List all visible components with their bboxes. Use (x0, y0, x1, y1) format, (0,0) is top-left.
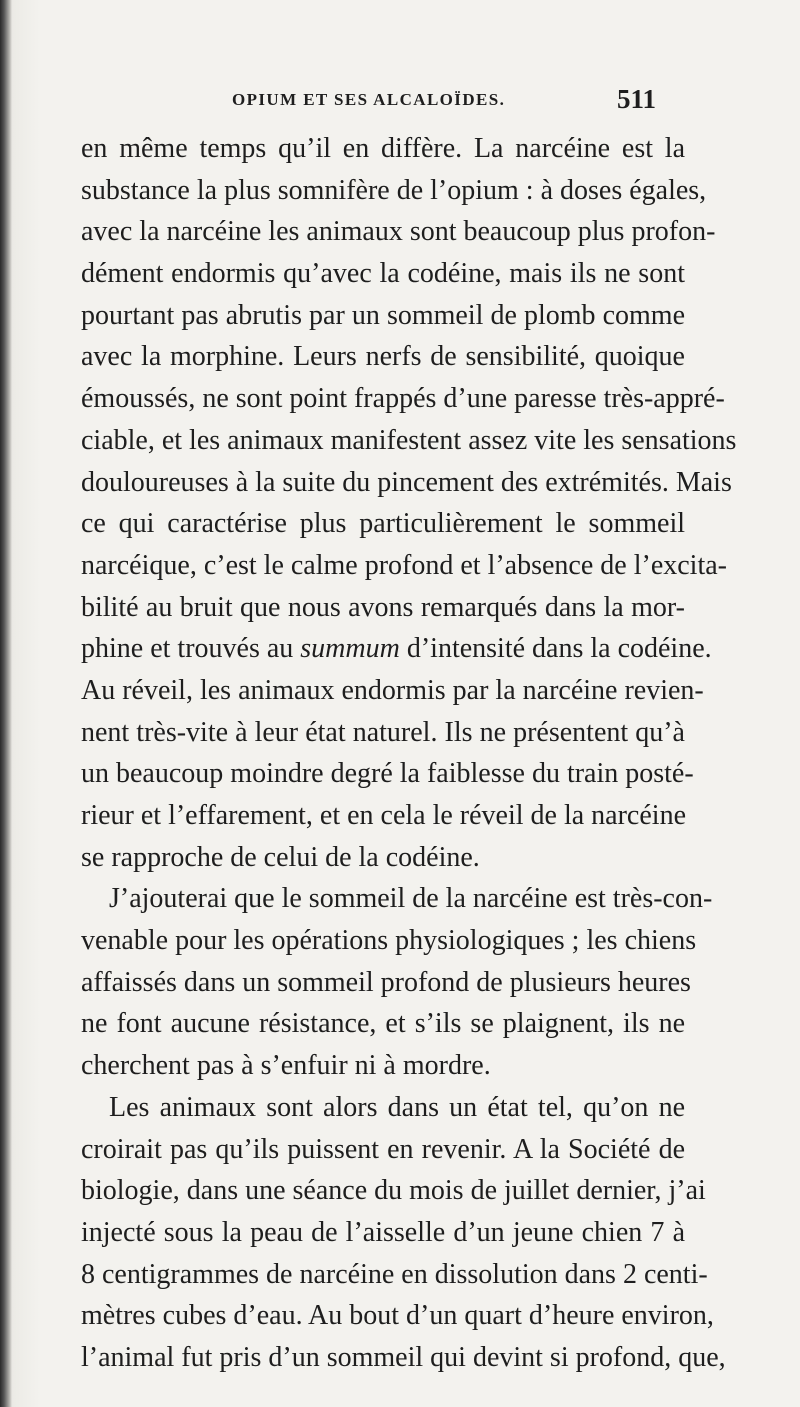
text-line: pourtant pas abrutis par un sommeil de plomb comme (81, 299, 685, 331)
text-line: en même temps qu’il en diffère. La narcéine est la (81, 133, 685, 164)
text-line: rieur et l’effarement, et en cela le réveil de la narcéine (81, 800, 686, 831)
body-text (81, 128, 737, 1379)
text-segment: d’intensité dans la codéine. (399, 633, 712, 665)
text-line: croirait pas qu’ils puissent en revenir. A la Société de (81, 1133, 685, 1165)
text-line: ciable, et les animaux manifestent assez vite les sensations (81, 424, 737, 456)
text-line: bilité au bruit que nous avons remarqués dans la mor- (81, 591, 685, 623)
text-line: cherchent pas à s’enfuir ni à mordre. (81, 1050, 491, 1082)
book-spine-shadow (0, 0, 12, 1407)
text-line: douloureuses à la suite du pincement des extrémités. Mais (81, 466, 732, 498)
text-line: Les animaux sont alors dans un état tel, qu’on ne (109, 1091, 685, 1123)
text-line: avec la morphine. Leurs nerfs de sensibilité, quoique (81, 341, 685, 373)
text-line: ce qui caractérise plus particulièrement le sommeil (81, 508, 685, 540)
text-line: J’ajouterai que le sommeil de la narcéine est très-con- (109, 883, 713, 915)
text-line: Au réveil, les animaux endormis par la narcéine revien- (81, 674, 704, 706)
text-line: ne font aucune résistance, et s’ils se plaignent, ils ne (81, 1008, 685, 1040)
text-segment: phine et trouvés au (81, 633, 301, 665)
text-line: injecté sous la peau de l’aisselle d’un jeune chien 7 à (81, 1216, 685, 1248)
text-line: narcéique, c’est le calme profond et l’absence de l’excita- (81, 549, 727, 581)
running-head: OPIUM ET SES ALCALOÏDES. (232, 90, 506, 109)
text-line: venable pour les opérations physiologiques ; les chiens (81, 925, 697, 957)
page-number: 511 (616, 84, 656, 114)
text-line: l’animal fut pris d’un sommeil qui devint si profond, que, (81, 1341, 726, 1373)
text-line: se rapproche de celui de la codéine. (81, 841, 480, 873)
text-line: dément endormis qu’avec la codéine, mais ils ne sont (81, 258, 685, 290)
text-line: mètres cubes d’eau. Au bout d’un quart d’heure environ, (81, 1300, 714, 1332)
text-line: substance la plus somnifère de l’opium : à doses égales, (81, 174, 707, 206)
page-header (232, 84, 656, 118)
text-line: affaissés dans un sommeil profond de plusieurs heures (81, 966, 691, 998)
text-line: nent très-vite à leur état naturel. Ils ne présentent qu’à (81, 716, 685, 748)
text-line (81, 628, 712, 670)
text-line: avec la narcéine les animaux sont beaucoup plus profon- (81, 216, 716, 248)
italic-term: summum (300, 633, 400, 665)
text-line: un beaucoup moindre degré la faiblesse du train posté- (81, 758, 694, 790)
text-line: 8 centigrammes de narcéine en dissolution dans 2 centi- (81, 1258, 708, 1290)
text-line: biologie, dans une séance du mois de juillet dernier, j’ai (81, 1175, 706, 1207)
text-line: émoussés, ne sont point frappés d’une paresse très-appré- (81, 383, 725, 415)
